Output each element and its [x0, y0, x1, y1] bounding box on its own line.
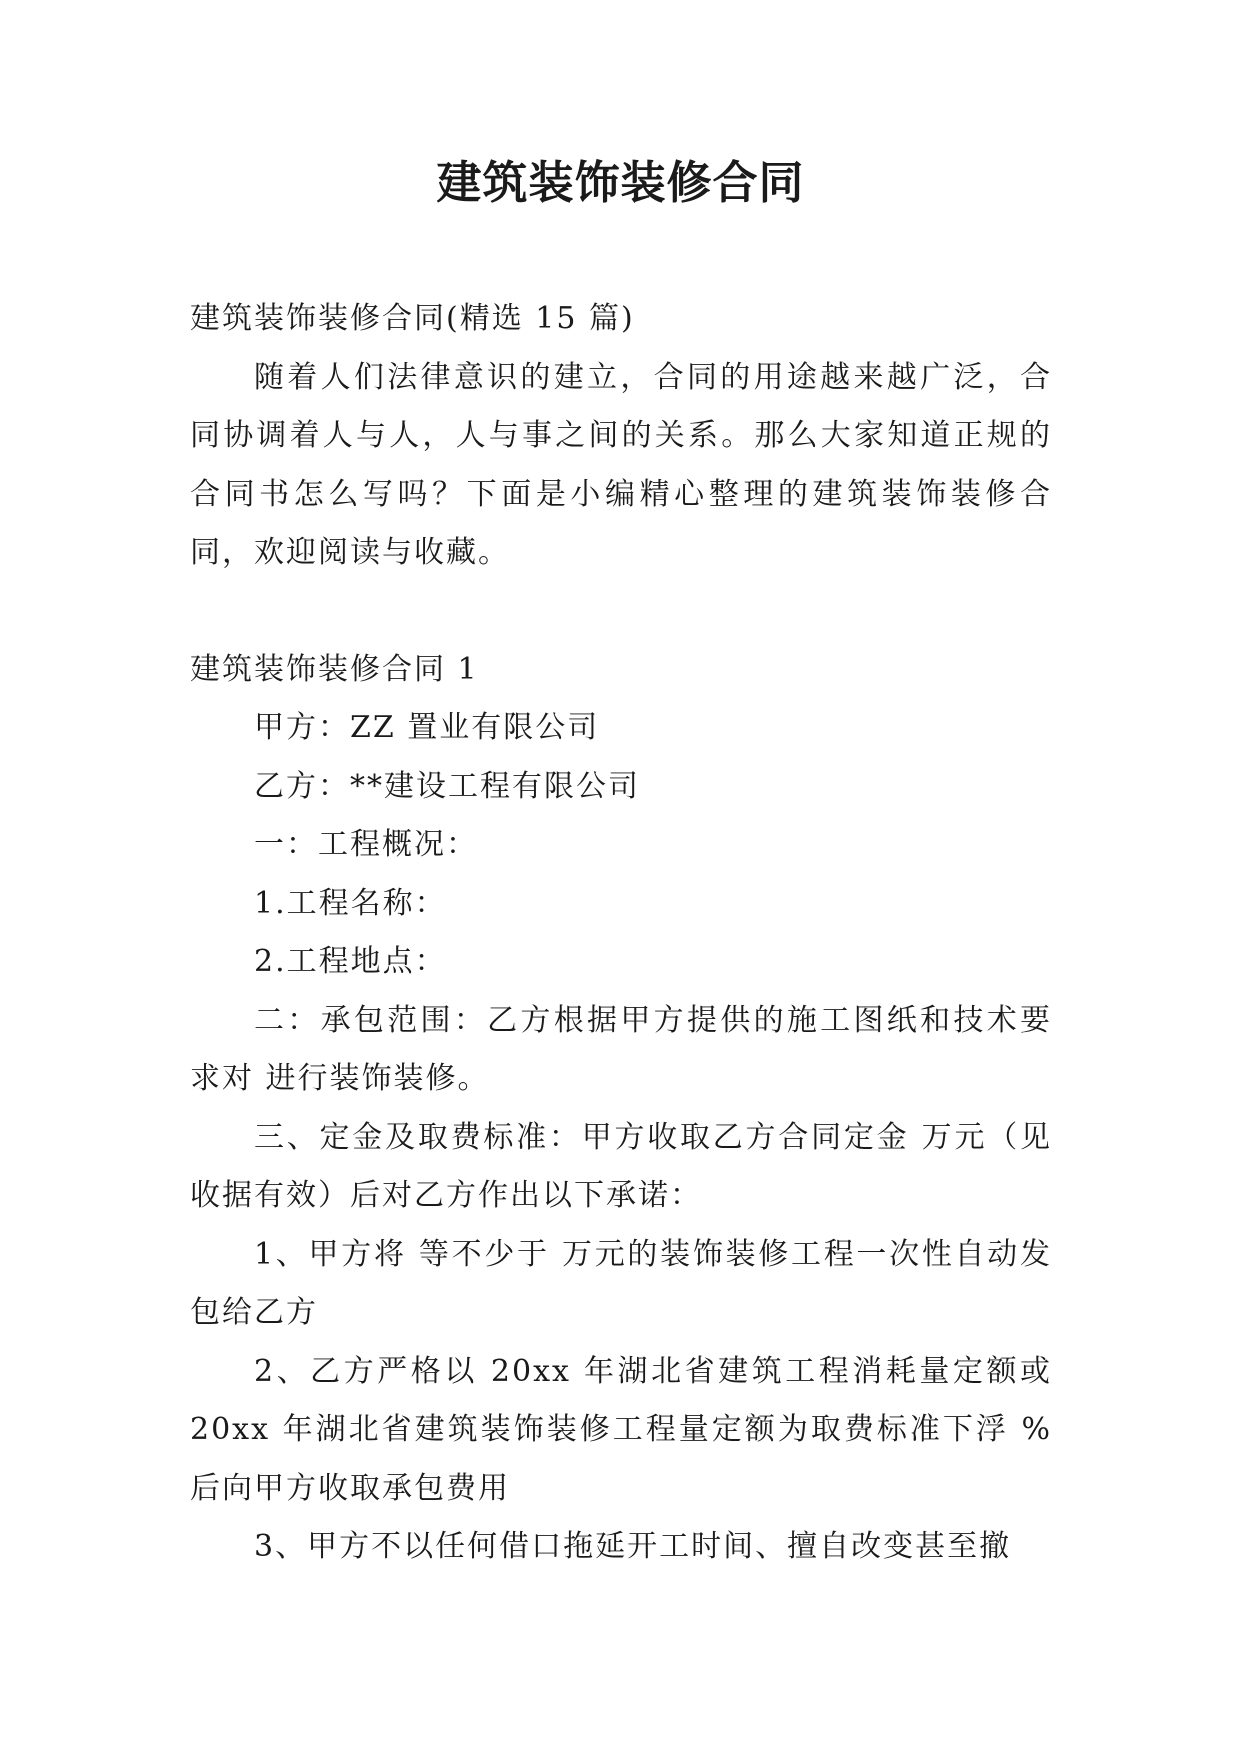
party-b-line: 乙方：**建设工程有限公司 [254, 768, 640, 804]
intro-paragraph: 随着人们法律意识的建立，合同的用途越来越广泛，合同协调着人与人，人与事之间的关系。那么大家知道正规的合同书怎么写吗？下面是小编精心整理的建筑装饰装修合同，欢迎阅读与收藏。 [190, 359, 1052, 570]
paragraph-spacer [190, 583, 1052, 641]
section-heading: 建筑装饰装修合同 1 [190, 651, 479, 687]
project-name-line: 1.工程名称： [254, 885, 447, 921]
clause-2-paragraph: 2、乙方严格以 20xx 年湖北省建筑工程消耗量定额或 20xx 年湖北省建筑装饰装修工程量定额为取费标准下浮 %后向甲方收取承包费用 [190, 1353, 1052, 1506]
document-title: 建筑装饰装修合同 [436, 156, 805, 209]
project-location-line: 2.工程地点： [254, 944, 447, 979]
clause-1-paragraph: 1、甲方将 等不少于 万元的装饰装修工程一次性自动发包给乙方 [190, 1236, 1052, 1330]
party-a-line: 甲方：ZZ 置业有限公司 [254, 710, 600, 745]
project-overview-heading: 一：工程概况： [254, 827, 478, 862]
document-subtitle: 建筑装饰装修合同(精选 15 篇) [190, 301, 635, 336]
contract-scope-paragraph: 二：承包范围：乙方根据甲方提供的施工图纸和技术要求对 进行装饰装修。 [190, 1002, 1052, 1096]
document-body [190, 290, 1052, 1577]
deposit-fee-paragraph: 三、定金及取费标准：甲方收取乙方合同定金 万元（见收据有效）后对乙方作出以下承诺： [190, 1119, 1052, 1213]
clause-3-paragraph: 3、甲方不以任何借口拖延开工时间、擅自改变甚至撤 [254, 1529, 1012, 1564]
